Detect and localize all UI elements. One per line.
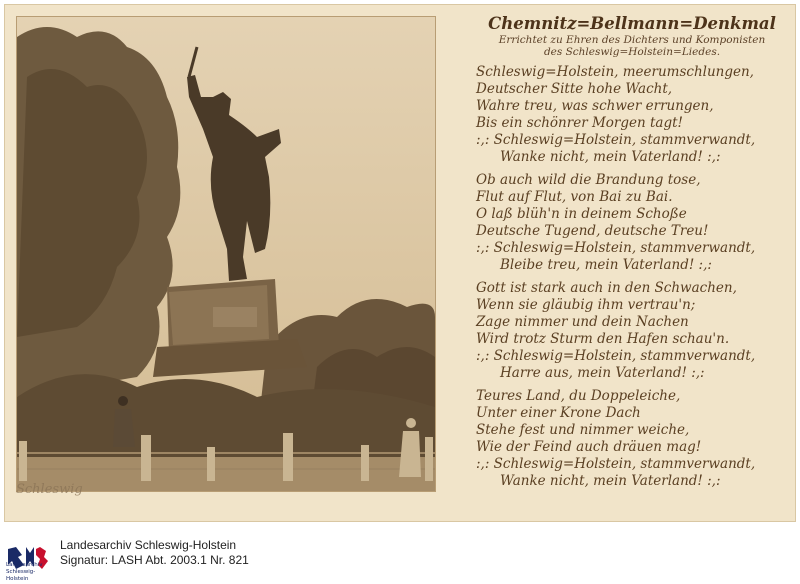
refrain-line: :,: Schleswig=Holstein, stammverwandt, (476, 348, 756, 364)
poem-line: Wenn sie gläubig ihm vertrau'n; (476, 297, 696, 313)
poem-line: O laß blüh'n in deinem Schoße (476, 206, 687, 222)
stanza-4 (476, 388, 788, 490)
poem-line: Stehe fest und nimmer weiche, (476, 422, 690, 438)
refrain-line: Harre aus, mein Vaterland! :,: (500, 365, 705, 381)
refrain-line: Wanke nicht, mein Vaterland! :,: (500, 149, 721, 165)
logo-line-2: Schleswig-Holstein (6, 569, 36, 582)
stanza-3 (476, 280, 788, 382)
poem-line: Wie der Feind auch dräuen mag! (476, 439, 702, 455)
refrain-line: :,: Schleswig=Holstein, stammverwandt, (476, 456, 756, 472)
subtitle-line-1: Errichtet zu Ehren des Dichters und Komponisten (498, 34, 766, 46)
poem-line: Unter einer Krone Dach (476, 405, 641, 421)
stanza-1 (476, 64, 788, 166)
monument-title: Chemnitz=Bellmann=Denkmal (488, 14, 776, 33)
poem-line: Flut auf Flut, von Bai zu Bai. (476, 189, 673, 205)
subtitle-line-2: des Schleswig=Holstein=Liedes. (543, 46, 721, 58)
poem-line: Teures Land, du Doppeleiche, (476, 388, 681, 404)
refrain-line: Wanke nicht, mein Vaterland! :,: (500, 473, 721, 489)
refrain-line: Bleibe treu, mein Vaterland! :,: (500, 257, 712, 273)
logo-line-1: Landesarchiv (6, 562, 43, 568)
refrain-line: :,: Schleswig=Holstein, stammverwandt, (476, 132, 756, 148)
poem-text (476, 10, 788, 490)
postcard (4, 4, 796, 522)
monument-photo-image (17, 17, 435, 491)
photo-caption: Schleswig (16, 482, 83, 497)
archive-footer (0, 530, 800, 584)
archive-logo-text (6, 562, 54, 583)
monument-photograph (16, 16, 436, 492)
stanza-2 (476, 172, 788, 274)
archive-signature: Signatur: LASH Abt. 2003.1 Nr. 821 (60, 553, 249, 567)
poem-line: Wahre treu, was schwer errungen, (476, 98, 714, 114)
poem-line: Wird trotz Sturm den Hafen schau'n. (476, 331, 730, 347)
poem-line: Deutscher Sitte hohe Wacht, (476, 81, 673, 97)
poem-line: Deutsche Tugend, deutsche Treu! (476, 223, 709, 239)
poem-line: Gott ist stark auch in den Schwachen, (476, 280, 737, 296)
archive-name: Landesarchiv Schleswig-Holstein (60, 538, 237, 552)
poem-line: Bis ein schönrer Morgen tagt! (476, 115, 683, 131)
poem-line: Zage nimmer und dein Nachen (476, 314, 689, 330)
archive-info (60, 538, 249, 568)
poem-line: Ob auch wild die Brandung tose, (476, 172, 701, 188)
refrain-line: :,: Schleswig=Holstein, stammverwandt, (476, 240, 756, 256)
poem-line: Schleswig=Holstein, meerumschlungen, (476, 64, 754, 80)
